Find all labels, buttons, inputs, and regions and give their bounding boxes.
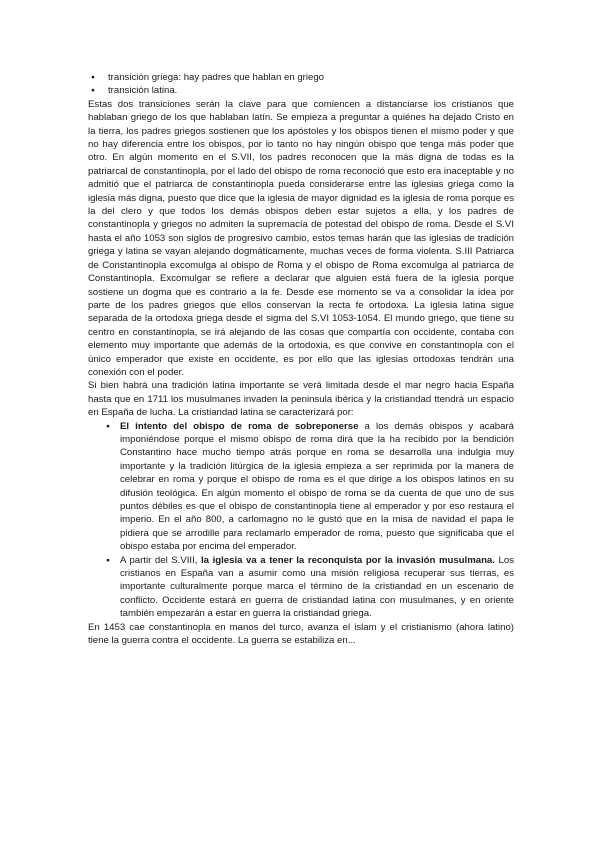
transition-list — [88, 71, 514, 98]
claim-text: Los cristianos en España van a asumir como una misión religiosa recuperar sus tierras, es importante culturalmente porque marca el término de la cristiandad en un escenario de conflicto. Occidente estará en guerra de cristiandad latina con musulmanes, y en oriente también empezarán a estar en guerra la cristiandad griega. — [120, 554, 514, 620]
claim-text: a los demás obispos y acabará imponiéndose porque el mismo obispo de roma dirá que la ha recibido por la bendición Constantino hace mucho tiempo atrás porque en roma se desarrolla una indulgia muy importante y la tradición litúrgica de la iglesia empieza a ser reprimida por la manera de celebrar en roma y porque el obispo de roma es el que dirige a los obispos latinos en su difusión teológica. En algún momento el obispo de roma se da cuenta de que uno de sus puntos débiles es que el obispo de constantinopla tiene al emperador y por eso restaura el imperio. En el año 800, a carlomagno no le gustó que en la misa de navidad el papa le pidiera que se arrodille para reclamarlo emperador de roma, puesto que significaba que el obispo estaba por encima del emperador. — [120, 420, 515, 553]
paragraph-1453: En 1453 cae constantinopla en manos del turco, avanza el islam y el cristianismo (ahora latino) tiene la guerra contra el occidente. La guerra se estabiliza en... — [88, 621, 514, 647]
list-item — [108, 420, 514, 554]
latin-christianity-list — [108, 420, 514, 621]
paragraph-transitions: Estas dos transiciones serán la clave para que comiencen a distanciarse los cristianos que hablaban griego de los que hablaban latín. Se empieza a preguntar a quiénes ha dejado Cristo en la tierra, los padres griegos sostienen que los apóstoles y los obispos tienen el mismo poder y que no hay diferencia entre los obispos, por lo tanto no hay ningún obispo que tenga más poder que otro. En algún momento en el S.VII, los padres reconocen que la más digna de todas es la patriarcal de constantinopla, por el lado del obispo de roma reconoció que esto era inaceptable y no admitió que el patriarca de constantinopla pueda considerarse entre las iglesias griega como la iglesia más digna, puesto que dice que la iglesia de mayor dignidad es la iglesia de roma porque es la del clero y que todos los demás obispos deben estar sujetos a ella, y los padres de constantinopla y griegos no admiten la supremacía de potestad del obispo de roma. Desde el S.VI hasta el año 1053 son siglos de progresivo cambio, estos temas harán que las iglesias de tradición griega y latina se vayan alejando dogmáticamente, muchas veces de forma violenta. S.III Patriarca de Constantinopla excomulga al obispo de Roma y el obispo de Roma excomulga al patriarca de Constantinopla. Excomulgar se refiere a declarar que alguien está fuera de la iglesia porque sostiene un dogma que es contrario a la fe. Desde ese momento se va a consolidar la idea por parte de los padres griegos que ellos conservan la recta fe ortodoxa. La iglesia latina sigue separada de la ortodoxa griega desde el sigma del S.VI 1053-1054. El mundo griego, que tiene su centro en constantinopla, se irá alejando de las cosas que compartía con occidente, contaba con elemento muy importante que además de la ortodoxia, es que convive en constantinopla con el único emperador que existe en occidente, es por ello que las iglesias ortodoxas tendrán una conexión con el poder. — [88, 98, 514, 378]
list-item: ● transición latina. — [88, 84, 514, 97]
list-item: ● transición griega: hay padres que hablan en griego — [88, 71, 514, 84]
list-item — [108, 554, 514, 621]
bold-claim: la iglesia va a tener la reconquista por la invasión musulmana. — [201, 554, 495, 566]
bold-claim: El intento del obispo de roma de sobreponerse — [120, 420, 359, 432]
paragraph-latin-tradition: Si bien habrá una tradición latina importante se verá limitada desde el mar negro hacia España hasta que en 1711 los musulmanes invaden la peninsula ibérica y la cristiandad ttendrá un espacio en España de lucha. La cristiandad latina se caracterizará por: — [88, 380, 514, 419]
claim-prefix: A partir del S.VIII, — [120, 554, 201, 566]
